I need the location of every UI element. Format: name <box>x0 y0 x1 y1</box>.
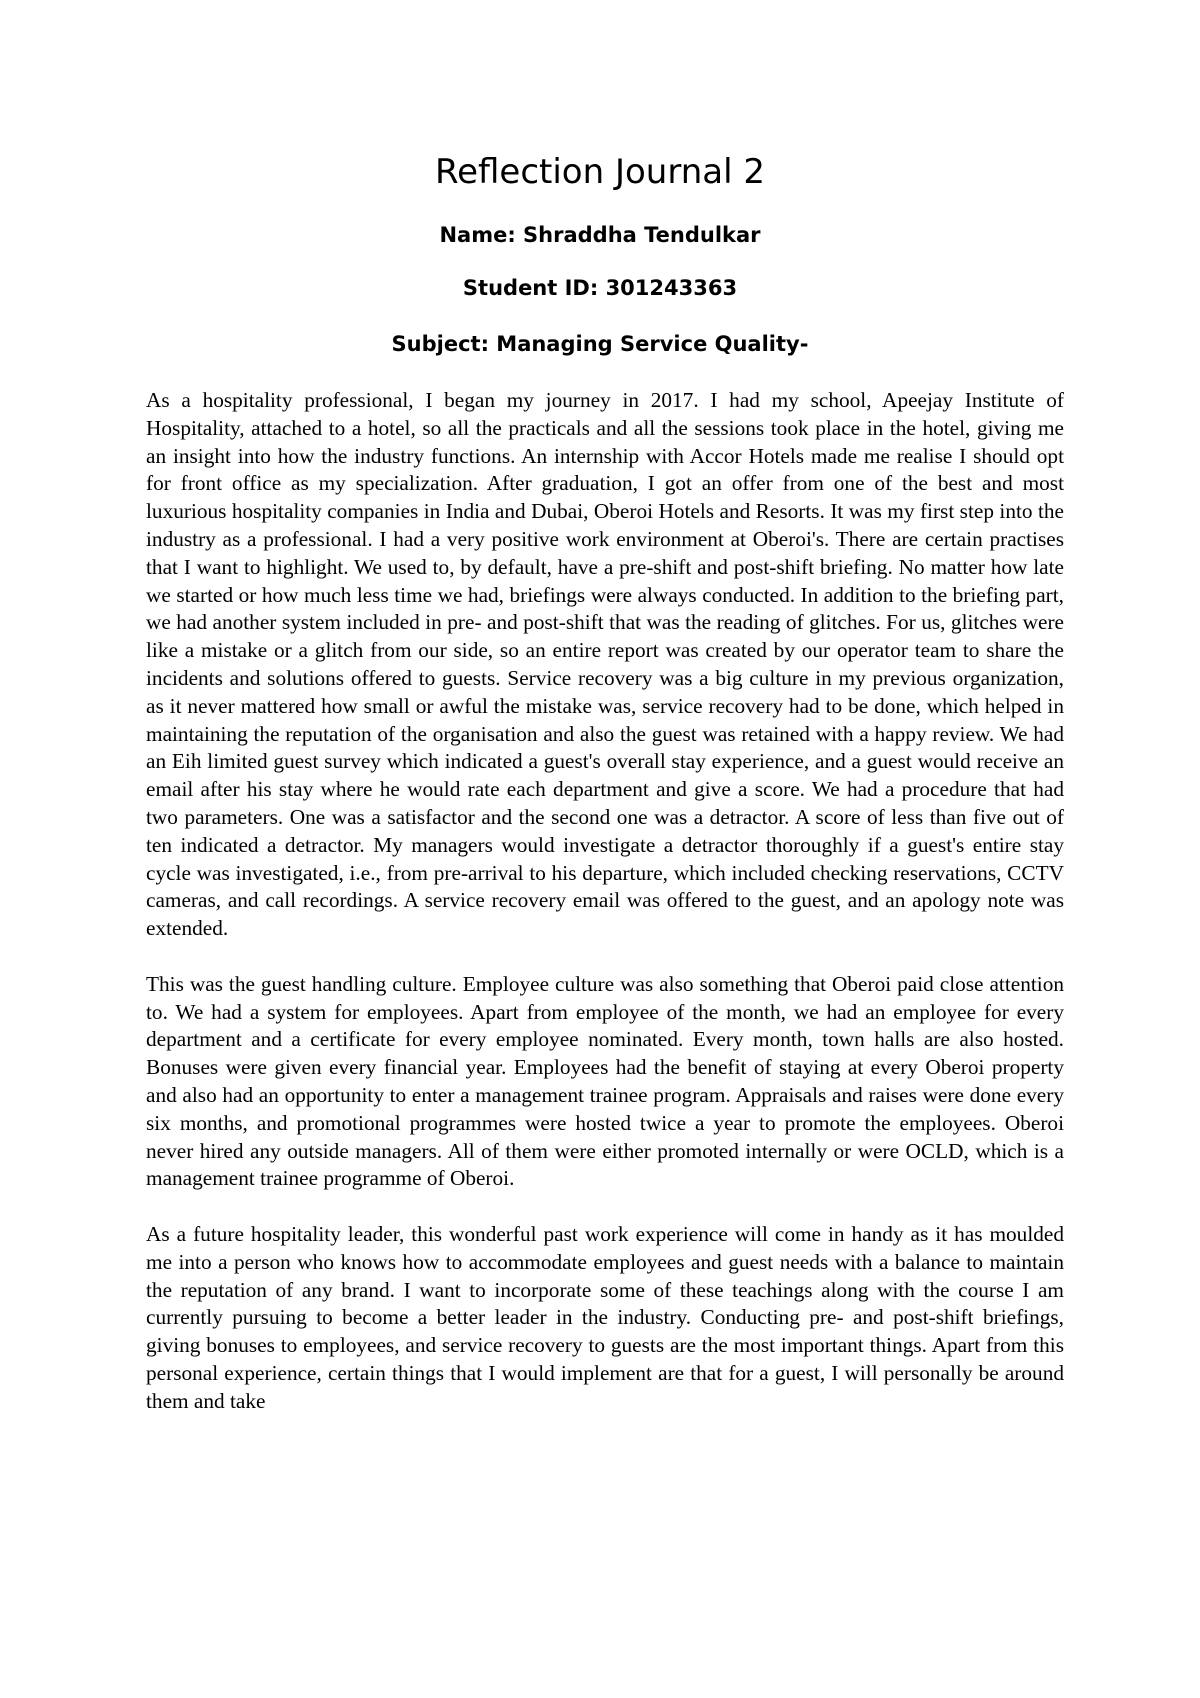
paragraph-1: As a hospitality professional, I began my journey in 2017. I had my school, Apeejay Institute of Hospitality, attached to a hotel, so all the practicals and all the sessions took place in the hotel, giving me an insight into how the industry functions. An internship with Accor Hotels made me realise I should opt for front office as my specialization. After graduation, I got an offer from one of the best and most luxurious hospitality companies in India and Dubai, Oberoi Hotels and Resorts. It was my first step into the industry as a professional. I had a very positive work environment at Oberoi's. There are certain practises that I want to highlight. We used to, by default, have a pre-shift and post-shift briefing. No matter how late we started or how much less time we had, briefings were always conducted. In addition to the briefing part, we had another system included in pre- and post-shift that was the reading of glitches. For us, glitches were like a mistake or a glitch from our side, so an entire report was created by our operator team to share the incidents and solutions offered to guests. Service recovery was a big culture in my previous organization, as it never mattered how small or awful the mistake was, service recovery had to be done, which helped in maintaining the reputation of the organisation and also the guest was retained with a happy review. We had an Eih limited guest survey which indicated a guest's overall stay experience, and a guest would receive an email after his stay where he would rate each department and give a score. We had a procedure that had two parameters. One was a satisfactor and the second one was a detractor. A score of less than five out of ten indicated a detractor. My managers would investigate a detractor thoroughly if a guest's entire stay cycle was investigated, i.e., from pre-arrival to his departure, which included checking reservations, CCTV cameras, and call recordings. A service recovery email was offered to the guest, and an apology note was extended. <box>146 388 1064 941</box>
document-title: Reflection Journal 2 <box>434 152 765 192</box>
paragraph-3: As a future hospitality leader, this wonderful past work experience will come in handy as it has moulded me into a person who knows how to accommodate employees and guest needs with a balance to maintain the reputation of any brand. I want to incorporate some of these teachings along with the course I am currently pursuing to become a better leader in the industry. Conducting pre- and post-shift briefings, giving bonuses to employees, and service recovery to guests are the most important things. Apart from this personal experience, certain things that I would implement are that for a guest, I will personally be around them and take <box>146 1221 1064 1413</box>
paragraph-2: This was the guest handling culture. Employee culture was also something that Oberoi paid close attention to. We had a system for employees. Apart from employee of the month, we had an employee for every department and a certificate for every employee nominated. Every month, town halls are also hosted. Bonuses were given every financial year. Employees had the benefit of staying at every Oberoi property and also had an opportunity to enter a management trainee program. Appraisals and raises were done every six months, and promotional programmes were hosted twice a year to promote the employees. Oberoi never hired any outside managers. All of them were either promoted internally or were OCLD, which is a management trainee programme of Oberoi. <box>146 971 1064 1191</box>
student-name-line: Name: Shraddha Tendulkar <box>439 223 761 247</box>
subject-line: Subject: Managing Service Quality- <box>391 332 809 356</box>
student-id-line: Student ID: 301243363 <box>462 276 738 300</box>
body-text <box>146 387 1064 1443</box>
